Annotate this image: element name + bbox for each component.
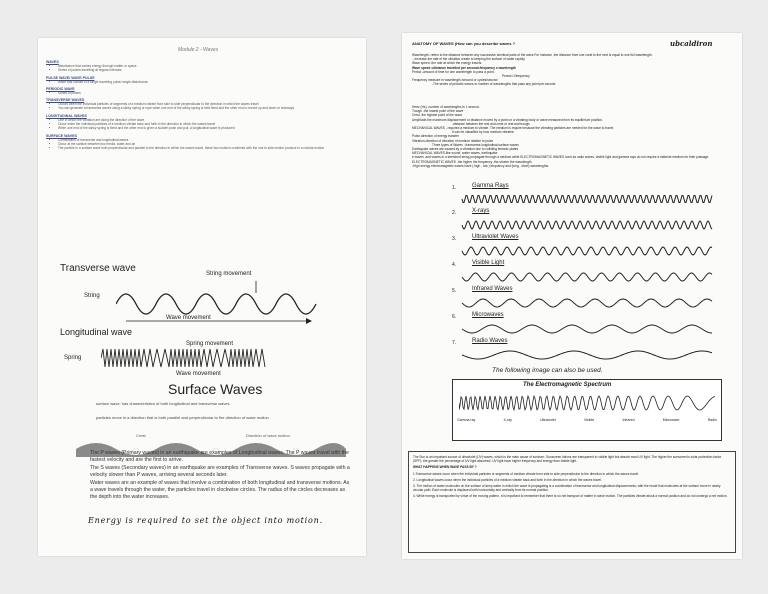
em-icon-visible: Visible — [583, 418, 595, 422]
left-page — [38, 38, 366, 556]
transverse-wave-drawing — [116, 279, 346, 329]
note-water-waves: Water waves are an example of waves that involve a combination of both longitudinal and transverse motions. As a wave travels through the water, the particles travel in clockwise circles. The radius of the circles decreases as the depth into the water increases. — [90, 480, 350, 500]
section-heading: TRANSVERSE WAVES — [46, 98, 85, 103]
section-periodic — [46, 87, 358, 95]
def-line: Period -amount of time for one wavelength to pass a point. — [412, 69, 495, 74]
def-line: Wavelength- refers to the distance between any successive identical parts of the wave.For instance ,the distance from one crest to the next is equal to one full wavelength. — [412, 53, 653, 57]
em-spectrum-title: The Electromagnetic Spectrum — [523, 382, 612, 388]
image-caption: The following image can also be used. — [492, 367, 603, 374]
part-line: Crest -the highest point of the wave — [412, 113, 463, 118]
spectrum-wave-line — [462, 351, 712, 359]
bullet: • disturbance that carries energy through matter or space — [58, 64, 358, 68]
em-spectrum-wave — [459, 392, 715, 414]
em-icon-gamma: Gamma ray — [457, 418, 476, 422]
wave-movement-label-2: Wave movement — [176, 371, 221, 377]
em-icon-radio: Radio — [707, 418, 717, 422]
spec-item-2-label: X-rays — [472, 208, 490, 214]
em-icon-infrared: Infrared — [622, 418, 635, 422]
part-line: Three types of Waves : transverse,longitudinal,surface waves — [432, 142, 519, 147]
spec-item-6-label: Microwaves — [472, 312, 504, 318]
spec-item-1-label: Gamma Rays — [472, 183, 509, 189]
spec-item-5-label: Infrared Waves — [472, 286, 513, 292]
part-line: Hertz (Hz)- number of wavelengths in 1 second. — [412, 105, 480, 109]
part-line: -distance between the rest and crest or rest and trough. — [452, 121, 531, 126]
section-transverse — [46, 98, 358, 111]
note-s-waves: The S waves (Secondary waves) in an earthquake are examples of Transverse waves. S waves propagate with a velocity slower than P waves, arriving several seconds later. — [90, 465, 350, 478]
def-line: Wave speed -the rate at which the energy travels. — [412, 61, 483, 66]
section-heading: LONGITUDINAL WAVES — [46, 113, 87, 118]
part-line: -High energy electromagnetic waves have ( high , low ) frequency and (long , short) wavelengths. — [412, 163, 549, 168]
spec-item-4-label: Visible Light — [472, 260, 505, 266]
def-line: -The series of periodic waves or number of wavelengths that pass any point per second — [432, 82, 556, 87]
part-line: ELECTROMAGNETIC WAVES -the higher the frequency ,the shorter the wavelength — [412, 159, 532, 164]
crest-label: Crest — [136, 433, 146, 438]
part-line: Earthquake waves are caused by a vibration due to colliding tectonic plates — [412, 147, 519, 152]
spectrum-wave-line — [462, 299, 712, 307]
note-p-waves: The P waves (Primary waves) in an earthquake are examples of Longitudinal waves. The P waves travel with the fastest velocity and are the first to arrive. — [90, 450, 349, 463]
handwritten-note: Energy is required to set the object into motion. — [88, 516, 323, 525]
section-heading: PULSE WAVE/ WAVE PULSE — [46, 75, 95, 80]
transverse-wave-title: Transverse wave — [60, 263, 136, 274]
direction-label: Direction of wave motion — [246, 433, 290, 438]
spec-item-6-num: 6. — [452, 314, 457, 320]
spec-item-5-num: 5. — [452, 288, 457, 294]
section-pulse — [46, 76, 358, 84]
wave-movement-label: Wave movement — [166, 315, 211, 321]
spectrum-wave-line — [462, 247, 712, 255]
section-heading: PERIODIC WAVE — [46, 86, 75, 91]
box-note: WHAT HAPPENS WHEN WAVE PASS BY ? — [413, 465, 477, 470]
bullet: • The particle in a surface wave both perpendicular and parallel to the direction in which the waves travel, these two motions combined with the one to side motion produce in a circular motion — [58, 146, 358, 150]
bullet: • Combination of transverse and longitudinal waves — [58, 138, 358, 142]
spring-label: Spring — [64, 355, 82, 361]
bullet: • Series of pulses travelling at regular intervals — [58, 68, 358, 72]
em-spectrum-box — [452, 379, 722, 441]
section-longitudinal — [46, 114, 358, 131]
part-line: MECHANICAL WAVES-like sound, water waves, earthquake — [412, 151, 498, 156]
spectrum-list — [452, 185, 722, 385]
def-line: Wave speed =distance travelled per second=frequency x wavelength — [412, 65, 516, 70]
em-icon-microwave: Microwave — [662, 418, 680, 422]
bullet: • Occur when the individual particles of a medium vibrate back and forth in the direction in which the waves travel — [58, 122, 358, 126]
section-waves — [46, 60, 358, 73]
spec-item-7-label: Radio Waves — [472, 338, 508, 344]
spec-item-7-num: 7. — [452, 340, 457, 346]
bullet: • Occur at the surface between two media, water and air — [58, 142, 358, 146]
section-surface — [46, 134, 358, 151]
signature: ubcaldiron — [670, 39, 713, 48]
bullet: • You can generate a transverse waves using a slinky spring or rope when one end of the slinky spring is held fixed and the other end is moved up and down or sideways — [58, 106, 358, 110]
bullet: • One in which the vibration are along the direction of the wave — [58, 118, 358, 122]
spectrum-wave-line — [462, 196, 712, 203]
spec-item-4-num: 4. — [452, 262, 457, 268]
longitudinal-spring-drawing — [101, 347, 351, 369]
box-note: 1.Transverse waves occur when the individual particles or segments of medium vibrate from side to side perpendicular to the direction in which the waves travel. — [413, 471, 639, 476]
left-notes — [90, 450, 350, 500]
surface-bullet-2: particles move in a direction that is both parallel and perpendicular to the direction of wave motion — [96, 415, 269, 420]
left-title: Module 2 - Waves — [178, 47, 219, 53]
longitudinal-wave-title: Longitudinal wave — [60, 327, 133, 337]
surface-bullet-1: surface wave: has characteristics of both longitudinal and transverse waves — [96, 401, 230, 406]
em-icons-row — [457, 418, 717, 422]
left-text-sections — [46, 60, 358, 151]
section-heading: WAVES — [46, 60, 59, 64]
right-title: ANATOMY OF WAVES (How can you describe waves ? — [412, 41, 516, 46]
string-movement-label: String movement — [206, 271, 252, 277]
definitions — [412, 53, 734, 87]
spec-item-1-num: 1. — [452, 185, 457, 191]
part-line: MECHANICAL WAVES - required a medium to vibrate. The medium is require because the vibrating particles are needed for the wave to travel. — [412, 126, 614, 131]
box-note: 2. Longitudinal waves occur when the individual particles of a medium vibrate back and forth in the direction in which the waves travel. — [413, 477, 602, 482]
spec-item-3-label: Ultraviolet Waves — [472, 234, 519, 240]
spectrum-wave-line — [462, 273, 712, 281]
spring-movement-label: Spring movement — [186, 341, 234, 347]
spectrum-wave-line — [462, 325, 712, 333]
notes-box — [408, 451, 736, 553]
part-line: Trough -the lowest point of the wave — [412, 109, 464, 114]
wave-parts — [412, 105, 734, 168]
bullet: • Occurs when the individual particles of segments of a medium vibrate from side to side perpendicular to the direction in which the waves travel — [58, 102, 358, 106]
part-line: Vibration-direction of vibration of medium relative to pulse — [412, 138, 494, 143]
part-line: Pulse-direction of energy transfer — [412, 134, 459, 139]
string-label: String — [84, 293, 100, 299]
surface-waves-title: Surface Waves — [168, 381, 263, 397]
em-icon-uv: Ultraviolet — [540, 418, 556, 422]
def-line: Frequency measure in wavelength /second or cycles/second — [412, 78, 498, 83]
def-line: ...increase the rate of the vibration create to keeping the surface of water rapidly. — [412, 57, 526, 62]
box-note: The Sun is an important source of ultraviolet (UV) waves, which is the main cause of sunburn. Sunscreen lotions are transparent to visible light but absorb most UV light. The higher the sunscreen's solar protection factor (SPF), the greater the percentage of UV light absorbed. UV light have higher frequency and energy than visible light. — [413, 455, 722, 464]
em-chirp-line — [459, 396, 715, 410]
part-line: It can be classified by how medium vibrates: — [452, 130, 515, 135]
right-page — [402, 33, 742, 559]
box-note: 3. The motion of water molecules on the surface of deep water in which the wave is propagating is a combination of transverse and longitudinal displacements, with the result that molecules at the surface move in nearly circular path. Each molecule is displaced both horizontally and vertically from its normal position. — [413, 484, 721, 493]
em-icon-xray: X-ray — [503, 418, 512, 422]
section-heading: SURFACE WAVES — [46, 133, 77, 138]
bullet: • When one end of the slinky spring is fixed and the other end is given a sudden push and pull, a longitudinal wave is produced — [58, 126, 358, 130]
bullet: • Series of pulses — [58, 91, 358, 95]
box-note: 4. While energy is transported by virtue of the moving pattern, it is important to remember that there is no net transport of matter in wave motion. The particles vibrate about a normal position and do not undergo a net motion. — [413, 494, 728, 499]
spec-item-2-num: 2. — [452, 210, 457, 216]
part-line: Amplitude-the maximum displacement or distance moved by a point on a vibrating body or wave measured from its equilibrium position. — [412, 117, 603, 122]
spec-item-3-num: 3. — [452, 236, 457, 242]
spectrum-wave-line — [462, 221, 712, 229]
part-line: e waves ,and waves in a stretched string propagate through a medium while ELECTROMAGNETIC WAVES such as radio waves, visible light and gamma rays do not require a material medium for their passage. — [412, 155, 710, 160]
bullet: • Wave that consist of a single travelling pulse/ single disturbance — [58, 80, 358, 84]
def-line: Period=1/frequency — [502, 74, 530, 79]
wave-figure — [56, 263, 356, 453]
